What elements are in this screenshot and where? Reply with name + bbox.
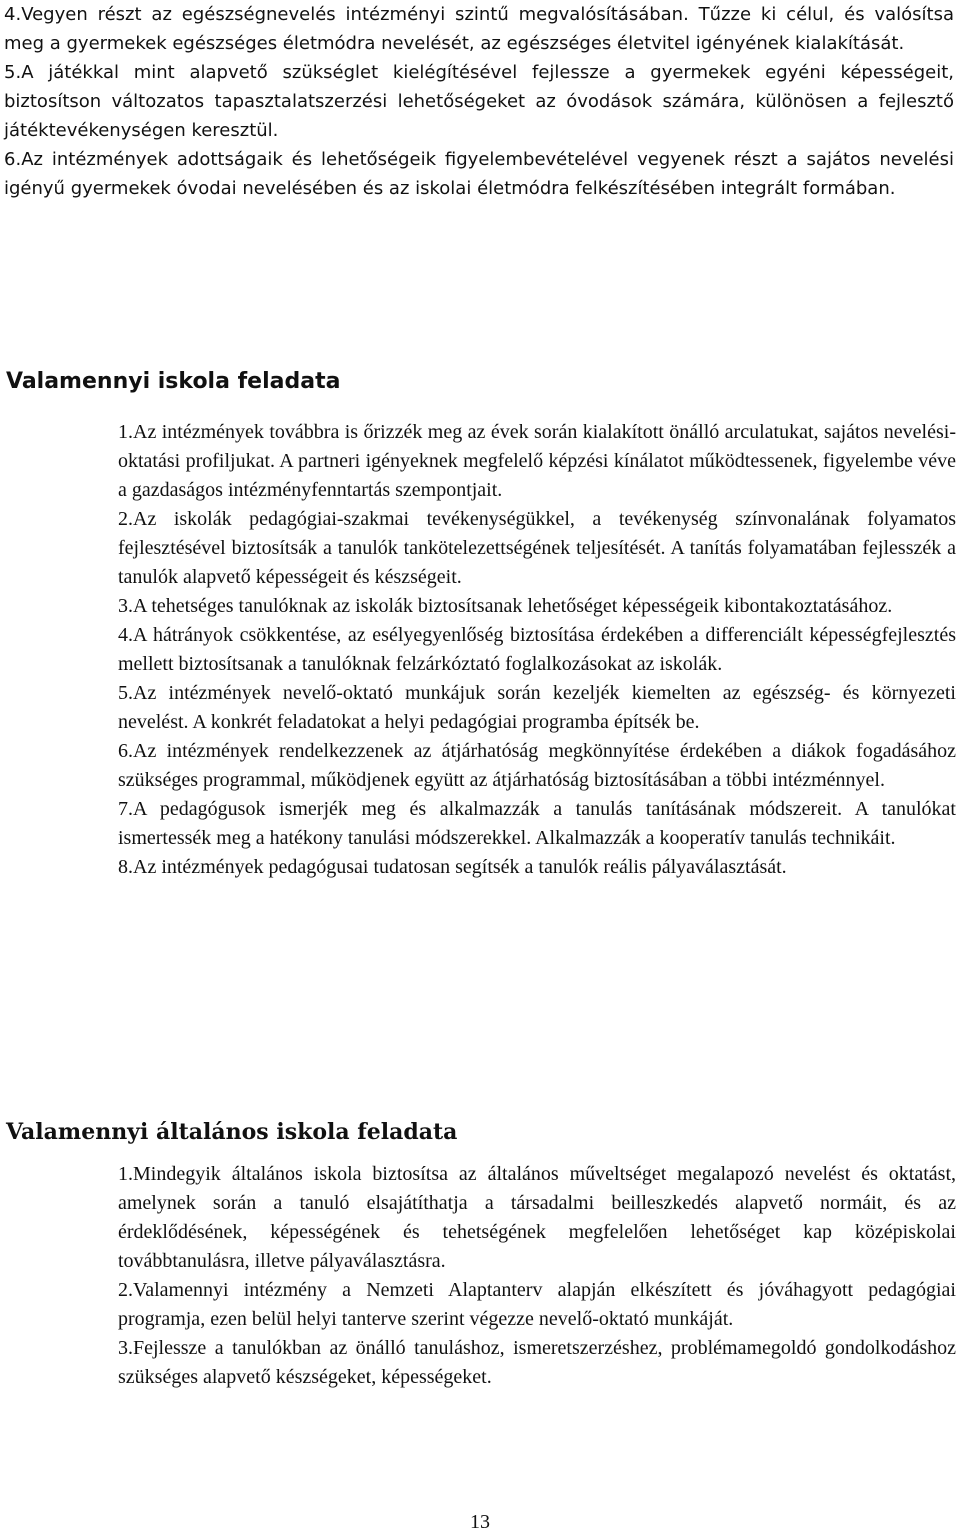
item-text: Vegyen részt az egészségnevelés intézményi szintű megvalósításában. Tűzze ki célul, és valósítsa meg a gyermekek egészséges életmódra nevelését, az egészséges életvitel igényének kialakítását. [4,4,954,54]
section-heading: Valamennyi általános iskola feladata [6,1119,458,1145]
page-number: 13 [470,1511,490,1533]
list-item [4,0,954,58]
list-item: 3.A tehetséges tanulóknak az iskolák biztosítsanak lehetőséget képességeik kibontakoztatásához. [118,595,893,617]
section2-list [118,1160,956,1392]
list-item: 1.Az intézmények továbbra is őrizzék meg az évek során kialakított önálló arculatukat, sajátos nevelési-oktatási profiljukat. A partneri igényeknek megfelelő képzési kínálatot működtessenek, figyelembe véve a gazdaságos intézményfenntartás szempontjait. [118,421,956,501]
item-text: Az intézmények adottságaik és lehetőségeik figyelembevételével vegyenek részt a sajátos nevelési igényű gyermekek óvodai nevelésében és az iskolai életmódra felkészítésében integrált formában. [4,149,954,199]
list-item: 7.A pedagógusok ismerjék meg és alkalmazzák a tanulás tanításának módszereit. A tanulókat ismertessék meg a hatékony tanulási módszerekkel. Alkalmazzák a kooperatív tanulás technikáit. [118,798,956,849]
item-number: 4. [4,4,22,25]
list-item: 5.Az intézmények nevelő-oktató munkájuk során kezeljék kiemelten az egészség- és környezeti nevelést. A konkrét feladatokat a helyi pedagógiai programba építsék be. [118,682,956,733]
list-item [4,145,954,203]
list-item: 8.Az intézmények pedagógusai tudatosan segítsék a tanulók reális pályaválasztását. [118,856,787,878]
list-item: 2.Valamennyi intézmény a Nemzeti Alaptanterv alapján elkészített és jóváhagyott pedagógiai programja, ezen belül helyi tanterve szerint végezze nevelő-oktató munkáját. [118,1279,956,1330]
top-list [4,0,954,203]
section1-list [118,418,956,882]
section-heading: Valamennyi iskola feladata [6,369,341,394]
list-item: 2.Az iskolák pedagógiai-szakmai tevékenységükkel, a tevékenység színvonalának folyamatos fejlesztésével biztosítsák a tanulók tankötelezettségének teljesítését. A tanítás folyamatában fejlesszék a tanulók alapvető képességeit és készségeit. [118,508,956,588]
item-number: 6. [4,149,22,170]
list-item: 3.Fejlessze a tanulókban az önálló tanuláshoz, ismeretszerzéshez, problémamegoldó gondolkodáshoz szükséges alapvető készségeket, képességeket. [118,1337,956,1388]
item-text: A játékkal mint alapvető szükséglet kielégítésével fejlessze a gyermekek egyéni képességeit, biztosítson változatos tapasztalatszerzési lehetőségeket az óvodások számára, különösen a fejlesztő játéktevékenységen keresztül. [4,62,954,141]
list-item: 1.Mindegyik általános iskola biztosítsa az általános műveltséget megalapozó nevelést és oktatást, amelynek során a tanuló elsajátíthatja a társadalmi beilleszkedés alapvető normáit, és az érdeklődésének, képességének és tehetségének megfelelően lehetőséget kap középiskolai továbbtanulásra, illetve pályaválasztásra. [118,1163,956,1272]
list-item: 4.A hátrányok csökkentése, az esélyegyenlőség biztosítása érdekében a differenciált képességfejlesztés mellett biztosítsanak a tanulóknak felzárkóztató foglalkozásokat az iskolák. [118,624,956,675]
list-item: 6.Az intézmények rendelkezzenek az átjárhatóság megkönnyítése érdekében a diákok fogadásához szükséges programmal, működjenek együtt az átjárhatóság biztosításában a többi intézménnyel. [118,740,956,791]
item-number: 5. [4,62,22,83]
list-item [4,58,954,145]
